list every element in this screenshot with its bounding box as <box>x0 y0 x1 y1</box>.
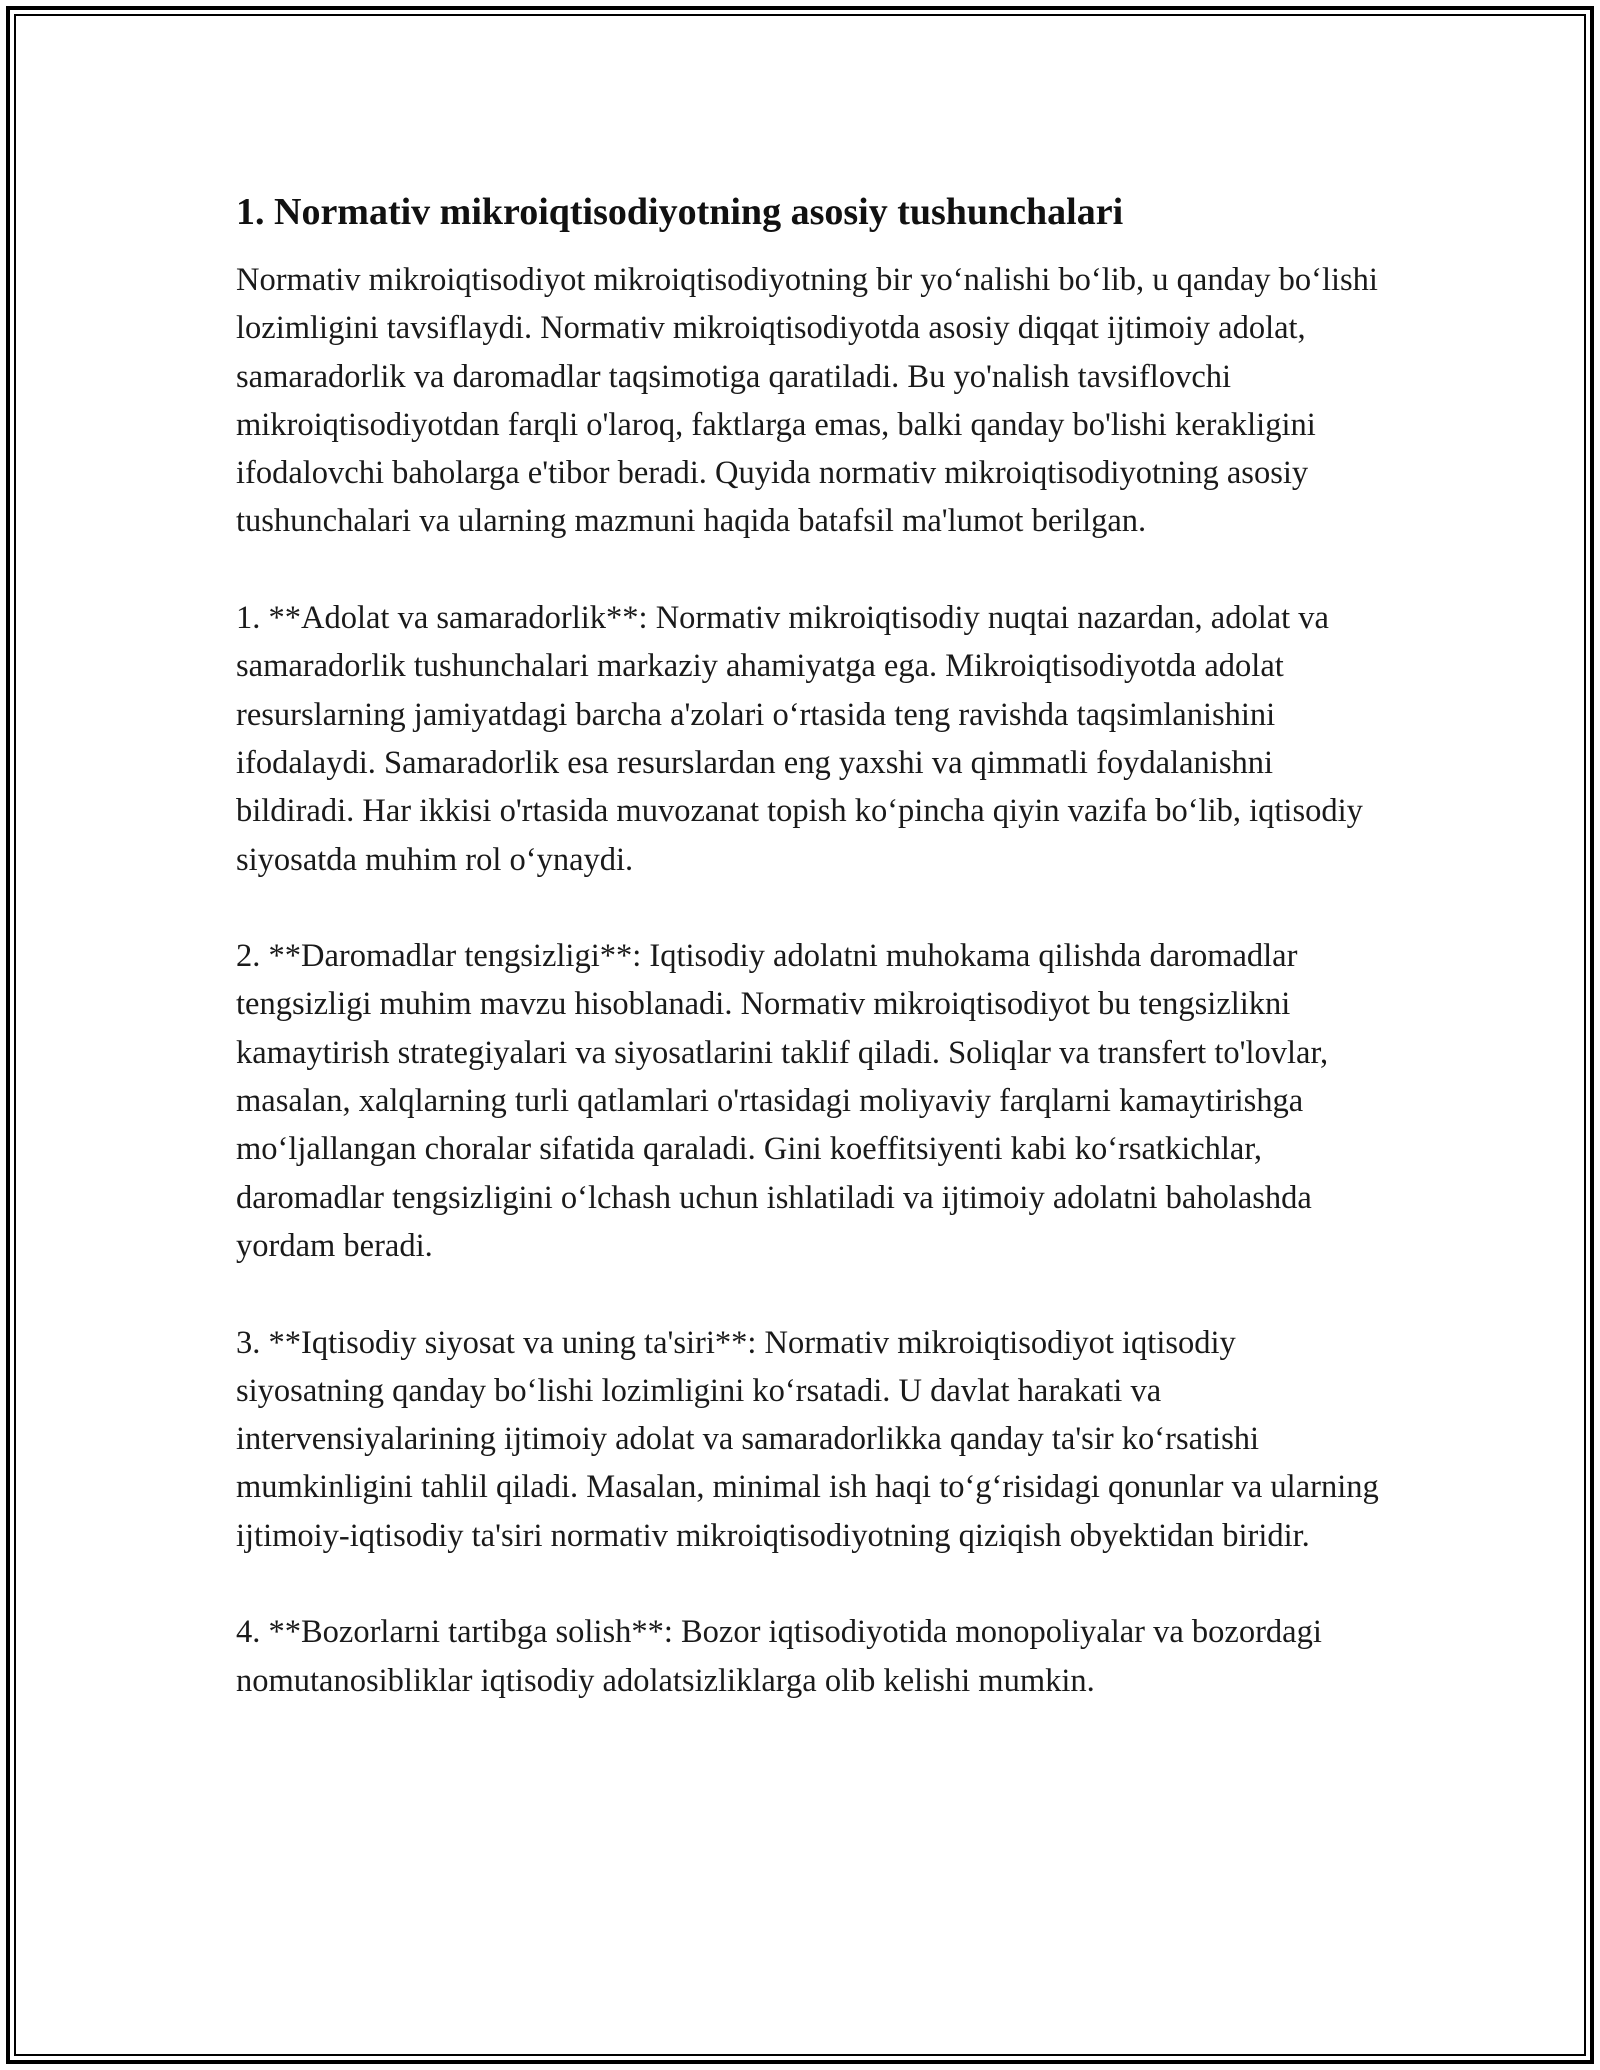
document-body <box>236 188 1386 1753</box>
intro-paragraph: Normativ mikroiqtisodiyot mikroiqtisodiyotning bir yo‘nalishi bo‘lib, u qanday bo‘lishi lozimligini tavsiflaydi. Normativ mikroiqtisodiyotda asosiy diqqat ijtimoiy adolat, samaradorlik va daromadlar taqsimotiga qaratiladi. Bu yo'nalish tavsiflovchi mikroiqtisodiyotdan farqli o'laroq, faktlarga emas, balki qanday bo'lishi kerakligini ifodalovchi baholarga e'tibor beradi. Quyida normativ mikroiqtisodiyotning asosiy tushunchalari va ularning mazmuni haqida batafsil ma'lumot berilgan. <box>236 262 1378 540</box>
list-item-daromadlar: 2. **Daromadlar tengsizligi**: Iqtisodiy adolatni muhokama qilishda daromadlar tengsizligi muhim mavzu hisoblanadi. Normativ mikroiqtisodiyot bu tengsizlikni kamaytirish strategiyalari va siyosatlarini taklif qiladi. Soliqlar va transfert to'lovlar, masalan, xalqlarning turli qatlamlari o'rtasidagi moliyaviy farqlarni kamaytirishga mo‘ljallangan choralar sifatida qaraladi. Gini koeffitsiyenti kabi ko‘rsatkichlar, daromadlar tengsizligini o‘lchash uchun ishlatiladi va ijtimoiy adolatni baholashda yordam beradi. <box>236 938 1329 1264</box>
document-title: 1. Normativ mikroiqtisodiyotning asosiy tushunchalari <box>236 191 1124 233</box>
list-item-siyosat: 3. **Iqtisodiy siyosat va uning ta'siri**: Normativ mikroiqtisodiyot iqtisodiy siyosatning qanday bo‘lishi lozimligini ko‘rsatadi. U davlat harakati va intervensiyalarining ijtimoiy adolat va samaradorlikka qanday ta'sir ko‘rsatishi mumkinligini tahlil qiladi. Masalan, minimal ish haqi to‘g‘risidagi qonunlar va ularning ijtimoiy-iqtisodiy ta'siri normativ mikroiqtisodiyotning qiziqish obyektidan biridir. <box>236 1324 1379 1554</box>
list-item-bozorlar: 4. **Bozorlarni tartibga solish**: Bozor iqtisodiyotida monopoliyalar va bozordagi nomutanosibliklar iqtisodiy adolatsizliklarga olib kelishi mumkin. <box>236 1614 1322 1699</box>
list-item-adolat: 1. **Adolat va samaradorlik**: Normativ mikroiqtisodiy nuqtai nazardan, adolat va samaradorlik tushunchalari markaziy ahamiyatga ega. Mikroiqtisodiyotda adolat resurslarning jamiyatdagi barcha a'zolari o‘rtasida teng ravishda taqsimlanishini ifodalaydi. Samaradorlik esa resurslardan eng yaxshi va qimmatli foydalanishni bildiradi. Har ikkisi o'rtasida muvozanat topish ko‘pincha qiyin vazifa bo‘lib, iqtisodiy siyosatda muhim rol o‘ynaydi. <box>236 600 1363 878</box>
